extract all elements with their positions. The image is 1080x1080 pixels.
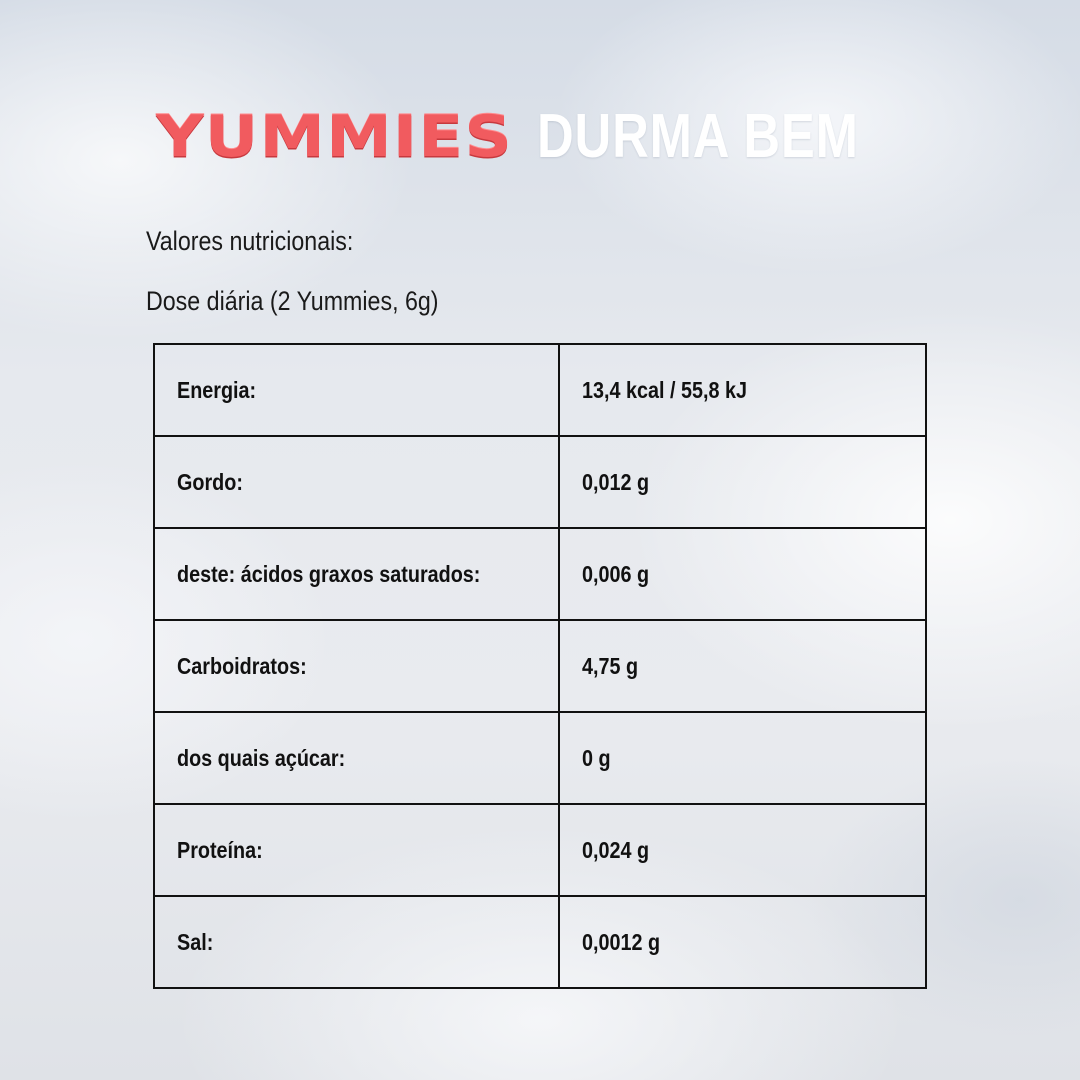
nutrient-value: 0,024 g [582, 836, 650, 863]
table-row [154, 804, 926, 896]
nutrient-value-cell [559, 804, 926, 896]
nutrient-value-cell [559, 620, 926, 712]
nutrient-label: Sal: [177, 928, 214, 955]
nutrition-heading: Valores nutricionais: [146, 226, 354, 256]
serving-size: Dose diária (2 Yummies, 6g) [146, 286, 439, 316]
brand-logo-text: YUMMIES [156, 102, 513, 170]
table-row [154, 896, 926, 988]
nutrient-label-cell [154, 712, 559, 804]
nutrient-value-cell [559, 436, 926, 528]
nutrient-label-cell [154, 804, 559, 896]
nutrient-value-cell [559, 528, 926, 620]
nutrient-label-cell [154, 528, 559, 620]
nutrient-value-cell [559, 896, 926, 988]
nutrient-label: deste: ácidos graxos saturados: [177, 560, 481, 587]
table-row [154, 620, 926, 712]
nutrient-label-cell [154, 896, 559, 988]
nutrient-value: 4,75 g [582, 652, 639, 679]
nutrient-value: 13,4 kcal / 55,8 kJ [582, 376, 747, 403]
nutrient-label: Gordo: [177, 468, 243, 495]
nutrient-value: 0,006 g [582, 560, 650, 587]
nutrient-value-cell [559, 712, 926, 804]
table-row [154, 712, 926, 804]
nutrient-label: Carboidratos: [177, 652, 307, 679]
nutrient-label: Energia: [177, 376, 257, 403]
nutrient-label-cell [154, 436, 559, 528]
nutrient-label: dos quais açúcar: [177, 744, 346, 771]
nutrient-label-cell [154, 620, 559, 712]
nutrient-value: 0 g [582, 744, 611, 771]
table-row [154, 344, 926, 436]
nutrient-value: 0,012 g [582, 468, 650, 495]
table-row [154, 528, 926, 620]
nutrient-value-cell [559, 344, 926, 436]
nutrient-value: 0,0012 g [582, 928, 661, 955]
product-name: DURMA BEM [536, 101, 859, 171]
page-title [156, 96, 929, 176]
nutrient-label-cell [154, 344, 559, 436]
nutrient-label: Proteína: [177, 836, 263, 863]
nutrition-table [153, 343, 927, 989]
table-row [154, 436, 926, 528]
